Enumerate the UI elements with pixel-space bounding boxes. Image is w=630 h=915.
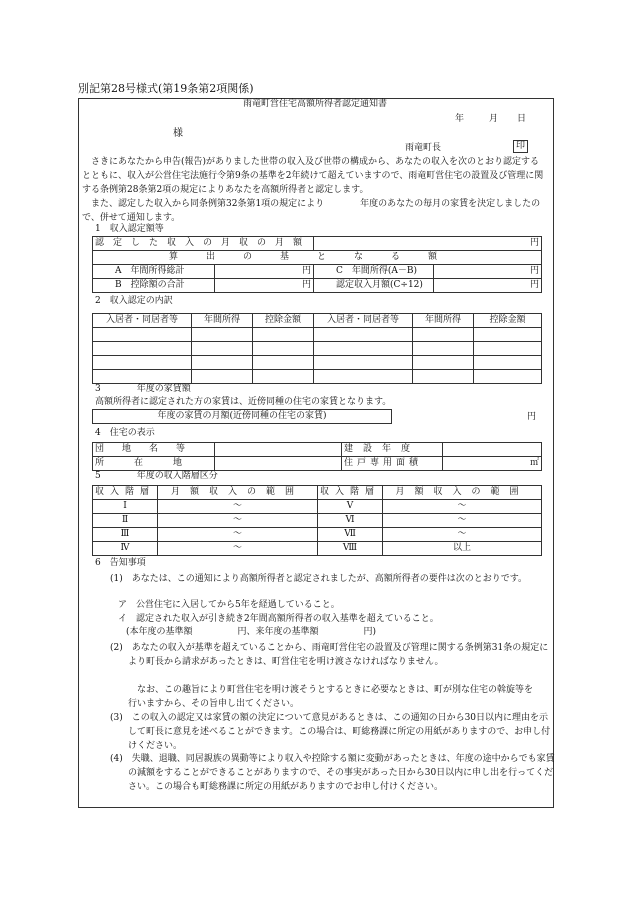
header-resident-2: 入居者・同居者等	[314, 314, 413, 328]
label-danchi: 団地名等	[93, 443, 215, 457]
table-row	[93, 342, 542, 356]
header-class-left: 収入階層	[93, 486, 158, 500]
class-8: Ⅷ	[318, 542, 383, 556]
section2-heading: 2 収入認定の内訳	[95, 296, 173, 306]
value-b-yen: 円	[214, 279, 313, 293]
section3-text: 高額所得者に認定された方の家賃は、近傍同種の住宅の家賃となります。	[95, 397, 392, 407]
range-7: ～	[383, 528, 542, 542]
range-8: 以上	[383, 542, 542, 556]
label-d: 認定収入月額(C÷12)	[314, 279, 434, 293]
label-kensetsu: 建設年度	[342, 443, 443, 457]
class-7: Ⅶ	[318, 528, 383, 542]
class-2: Ⅱ	[93, 514, 158, 528]
table-row	[93, 356, 542, 370]
notice-item-1: (1) あなたは、この通知により高額所得者と認定されましたが、高額所得者の要件は次のとおりです。	[110, 574, 528, 584]
income-class-table	[92, 485, 542, 556]
range-1: ～	[158, 500, 318, 514]
class-1: Ⅰ	[93, 500, 158, 514]
range-5: ～	[383, 500, 542, 514]
notice-item-4: (4) 失職、退職、同居親族の異動等により収入や控除する額に変動があったときは、年度の途中からでも家賃の減額をすることができることがありますので、その事実があった日から30日以内に申し出を行ってください。この場合も町総務課に所定の用紙がありますのでお申し付けください。	[110, 754, 555, 792]
rent-amount-box: 年度の家賃の月額(近傍同種の住宅の家賃)	[92, 409, 392, 424]
area-unit: ㎡	[443, 457, 542, 471]
table-row	[93, 542, 542, 556]
range-2: ～	[158, 514, 318, 528]
date-month: 月	[489, 114, 499, 124]
section1-heading: 1 収入認定額等	[95, 224, 164, 234]
header-range-left: 月額収入の範囲	[158, 486, 318, 500]
header-deduction-1: 控除金額	[253, 314, 314, 328]
notice-item-2: (2) あなたの収入が基準を超えていることから、雨竜町営住宅の設置及び管理に関する条例第31条の規定により町長から請求があったときは、町営住宅を明け渡さなければなりません。	[110, 643, 549, 667]
header-class-right: 収入階層	[318, 486, 383, 500]
document-title: 雨竜町営住宅高額所得者認定通知書	[242, 99, 387, 109]
monthly-income-label: 認定した収入の月収の月額	[93, 237, 314, 251]
date-year: 年	[455, 114, 465, 124]
class-6: Ⅵ	[318, 514, 383, 528]
label-b: B 控除額の合計	[93, 279, 215, 293]
section3-heading: 3 年度の家賃額	[95, 384, 191, 394]
header-resident-1: 入居者・同居者等	[93, 314, 192, 328]
form-label: 別記第28号様式(第19条第2項関係)	[78, 82, 254, 95]
housing-table	[92, 442, 542, 471]
notice-item-2b: なお、この趣旨により町営住宅を明け渡そうとするときに必要なときは、町が別な住宅の斡旋等を行いますから、その旨申し出てください。	[128, 685, 534, 709]
header-annual-2: 年間所得	[413, 314, 474, 328]
value-d-yen: 円	[434, 279, 542, 293]
range-6: ～	[383, 514, 542, 528]
label-c: C 年間所得(A－B)	[314, 265, 434, 279]
notice-item-1-note: (本年度の基準額 円、来年度の基準額 円)	[126, 627, 377, 637]
table-row	[93, 370, 542, 384]
table-row	[93, 528, 542, 542]
value-c-yen: 円	[434, 265, 542, 279]
value-a-yen: 円	[214, 265, 313, 279]
rent-amount-yen: 円	[527, 412, 537, 422]
seal-box: 印	[513, 140, 528, 153]
section5-heading: 5 年度の収入階層区分	[95, 471, 218, 481]
intro-paragraph: さきにあなたから申告(報告)がありました世帯の収入及び世帯の構成から、あなたの収入を次のとおり認定するとともに、収入が公営住宅法施行令第9条の基準を2年続けて超えていますので、雨竜町営住宅の設置及び管理に関する条例第28条第2項の規定によりあなたを高額所得者と認定します。	[82, 157, 544, 195]
label-a: A 年間所得総計	[93, 265, 215, 279]
income-breakdown-table	[92, 313, 542, 384]
class-5: Ⅴ	[318, 500, 383, 514]
label-menseki: 住戸専用面積	[342, 457, 443, 471]
table-row	[93, 500, 542, 514]
header-deduction-2: 控除金額	[474, 314, 542, 328]
range-4: ～	[158, 542, 318, 556]
label-shozai: 所在地	[93, 457, 215, 471]
notice-item-1i: イ 認定された収入が引き続き2年間高額所得者の収入基準を超えていること。	[118, 614, 439, 624]
header-range-right: 月額収入の範囲	[383, 486, 542, 500]
addressee-suffix: 様	[173, 128, 183, 139]
notice-item-3: (3) この収入の認定又は家賃の額の決定について意見があるときは、この通知の日から30日以内に理由を示して町長に意見を述べることができます。この場合は、町総務課に所定の用紙がありますので、お申し付けください。	[110, 713, 551, 751]
rent-paragraph: また、認定した収入から同条例第32条第1項の規定により 年度のあなたの毎月の家賃を決定しましたので、併せて通知します。	[82, 199, 541, 223]
range-3: ～	[158, 528, 318, 542]
header-annual-1: 年間所得	[192, 314, 253, 328]
date-day: 日	[517, 114, 527, 124]
sender-name: 雨竜町長	[405, 143, 442, 153]
class-3: Ⅲ	[93, 528, 158, 542]
class-4: Ⅳ	[93, 542, 158, 556]
table-row	[93, 514, 542, 528]
monthly-income-yen: 円	[314, 237, 542, 251]
table-row	[93, 328, 542, 342]
section6-heading: 6 告知事項	[95, 558, 146, 568]
section4-heading: 4 住宅の表示	[95, 428, 155, 438]
notice-item-1a: ア 公営住宅に入居してから5年を経過していること。	[118, 600, 340, 610]
calc-basis-label: 算出の基となる額	[93, 251, 542, 265]
income-table	[92, 236, 542, 293]
